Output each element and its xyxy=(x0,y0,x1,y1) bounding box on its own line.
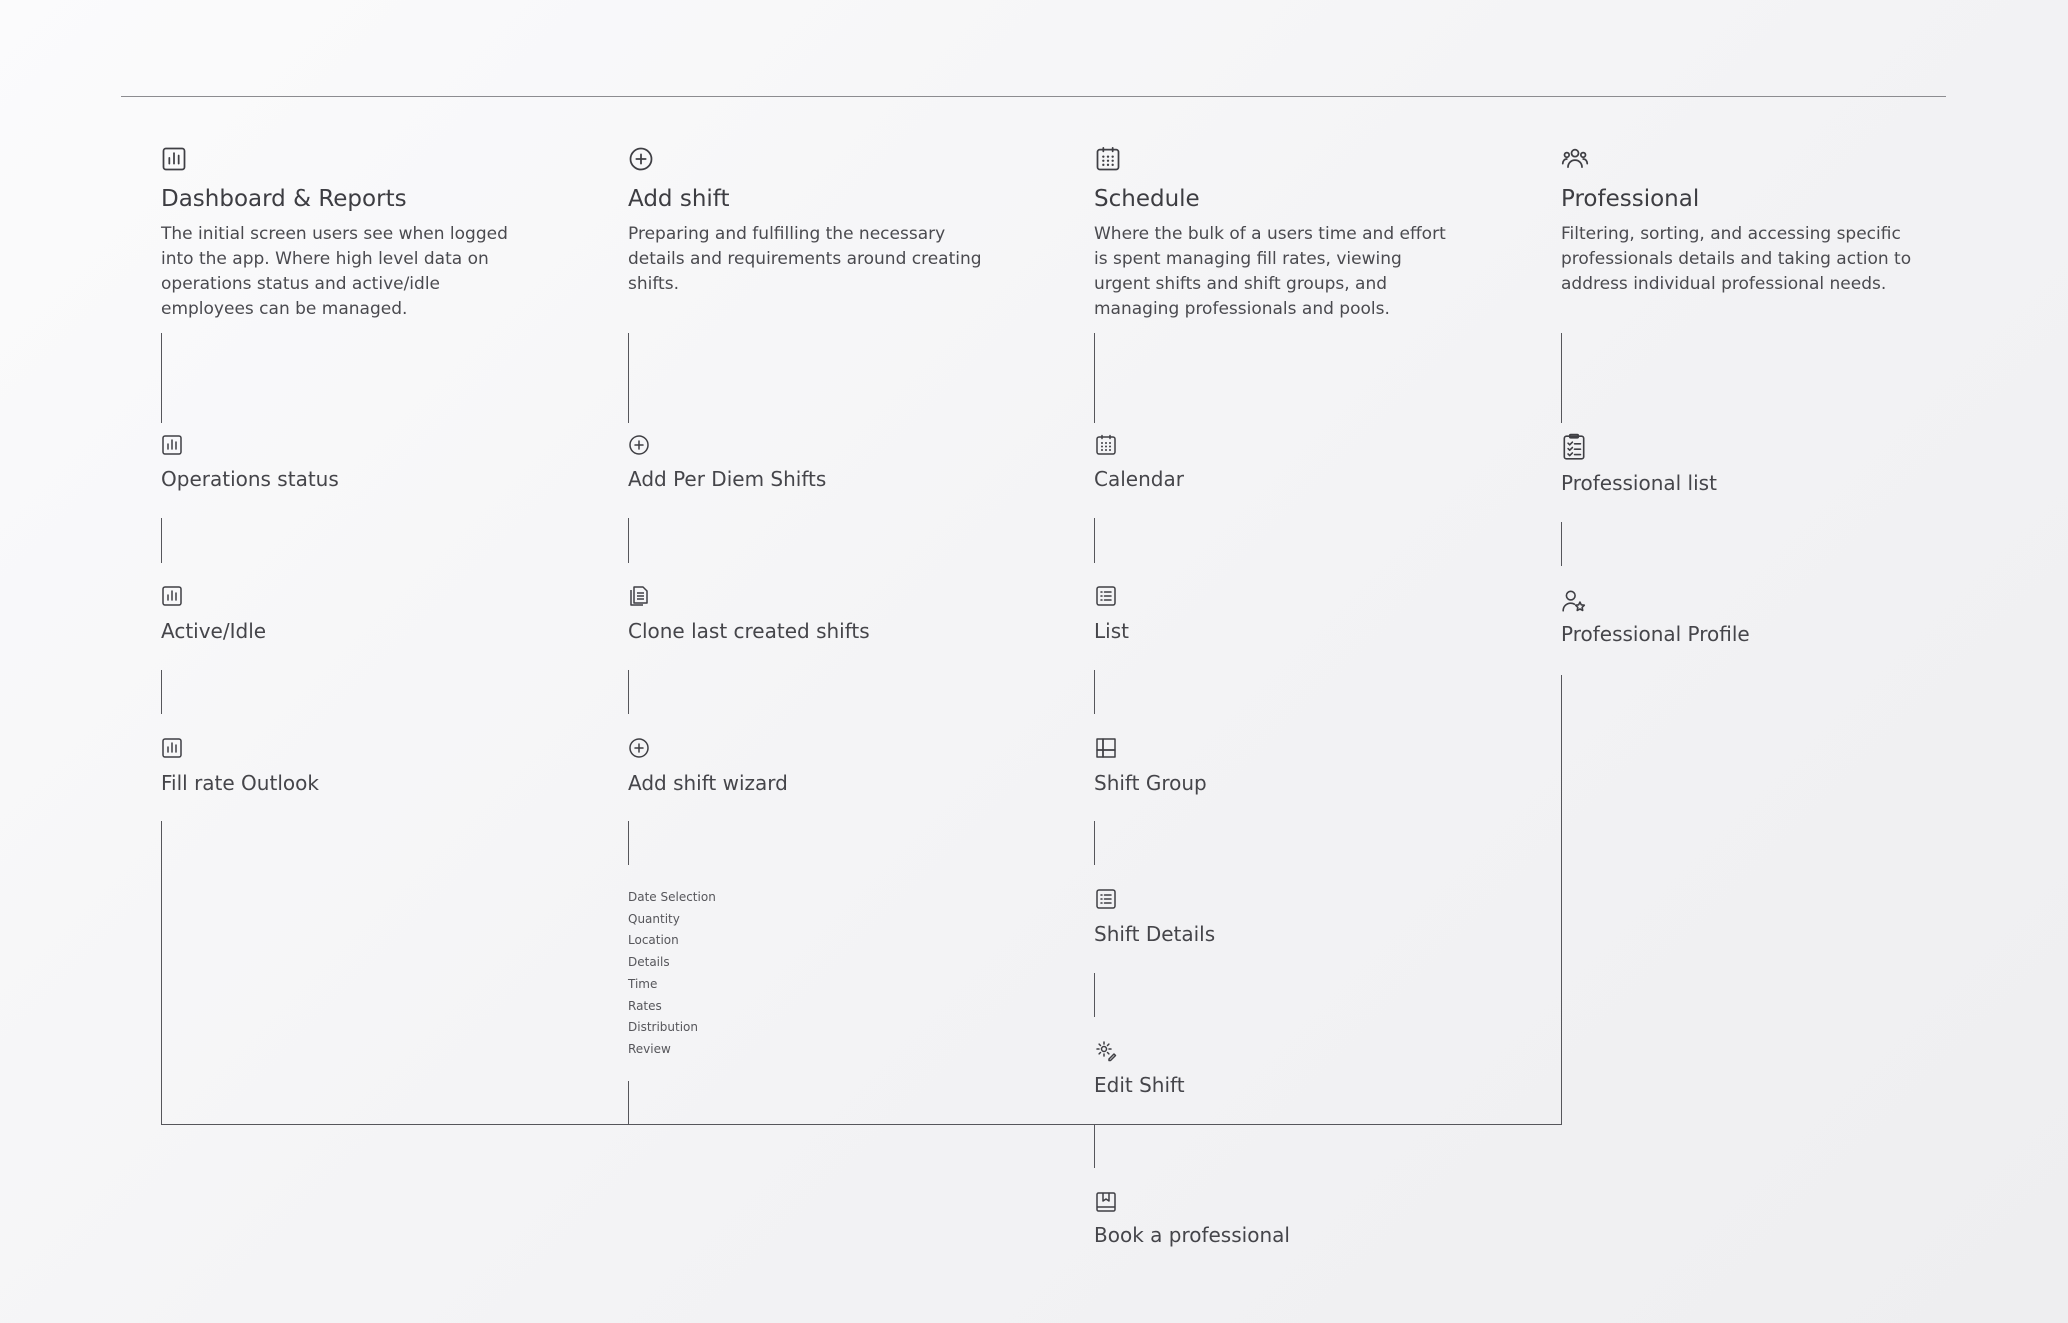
wizard-step: Details xyxy=(628,955,670,970)
gear-edit-icon xyxy=(1094,1039,1118,1063)
section-description-schedule: Where the bulk of a users time and effort is spent managing fill rates, viewing urgent shifts and shift groups, and managing professionals and pools. xyxy=(1094,224,1446,319)
section-description-add-shift: Preparing and fulfilling the necessary details and requirements around creating shifts. xyxy=(628,224,982,294)
wizard-step: Distribution xyxy=(628,1020,699,1035)
connector-line xyxy=(1094,821,1095,865)
connector-line xyxy=(1094,670,1095,714)
node-add-per-diem-shifts[interactable]: Add Per Diem Shifts xyxy=(628,467,827,491)
wizard-step: Quantity xyxy=(628,911,680,926)
list-icon xyxy=(1094,887,1118,911)
user-star-icon xyxy=(1561,588,1587,614)
connector-line xyxy=(628,670,629,714)
node-professional-profile[interactable]: Professional Profile xyxy=(1561,622,1750,646)
connector-line xyxy=(161,821,162,1124)
wizard-steps-list xyxy=(628,887,716,1061)
section-title-schedule: Schedule xyxy=(1094,186,1200,212)
connector-line xyxy=(628,821,629,865)
connector-line xyxy=(1094,973,1095,1017)
connector-line xyxy=(628,1081,629,1124)
connector-line xyxy=(1094,518,1095,563)
list-icon xyxy=(1094,584,1118,608)
plus-circle-icon xyxy=(627,145,655,173)
connector-line xyxy=(161,670,162,714)
merge-connector xyxy=(161,1124,1562,1125)
connector-line xyxy=(1561,333,1562,423)
node-book-a-professional[interactable]: Book a professional xyxy=(1094,1223,1290,1247)
node-active-idle[interactable]: Active/Idle xyxy=(161,619,267,643)
top-divider xyxy=(121,96,1946,97)
calendar-icon xyxy=(1094,145,1122,173)
connector-line xyxy=(161,333,162,423)
node-add-shift-wizard[interactable]: Add shift wizard xyxy=(628,771,788,795)
wizard-step: Date Selection xyxy=(628,890,716,904)
section-description-dashboard: The initial screen users see when logged into the app. Where high level data on operations status and active/idle employees can be managed. xyxy=(161,224,508,319)
connector-line xyxy=(628,518,629,563)
node-clone-last-created-shifts[interactable]: Clone last created shifts xyxy=(628,619,870,643)
checklist-icon xyxy=(1561,433,1587,461)
bar-chart-icon xyxy=(160,433,184,457)
layout-icon xyxy=(1094,736,1118,760)
bar-chart-icon xyxy=(160,584,184,608)
book-icon xyxy=(1094,1190,1118,1214)
section-title-add-shift: Add shift xyxy=(628,186,730,212)
connector-line xyxy=(1094,333,1095,423)
copy-icon xyxy=(627,584,651,608)
connector-line xyxy=(1561,522,1562,566)
wizard-step: Time xyxy=(628,976,658,991)
wizard-step: Rates xyxy=(628,998,662,1013)
wizard-step: Review xyxy=(628,1041,671,1056)
node-edit-shift[interactable]: Edit Shift xyxy=(1094,1073,1185,1097)
bar-chart-icon xyxy=(160,145,188,173)
node-professional-list[interactable]: Professional list xyxy=(1561,471,1717,495)
connector-line xyxy=(161,518,162,563)
users-icon xyxy=(1561,145,1589,173)
plus-circle-icon xyxy=(627,433,651,457)
connector-line xyxy=(1561,675,1562,1124)
section-description-professional: Filtering, sorting, and accessing specific professionals details and taking action to address individual professional needs. xyxy=(1561,224,1912,294)
calendar-icon xyxy=(1094,433,1118,457)
connector-line xyxy=(1094,1124,1095,1168)
node-operations-status[interactable]: Operations status xyxy=(161,467,339,491)
node-list[interactable]: List xyxy=(1094,619,1129,643)
node-fill-rate-outlook[interactable]: Fill rate Outlook xyxy=(161,771,319,795)
section-title-professional: Professional xyxy=(1561,186,1700,212)
node-calendar[interactable]: Calendar xyxy=(1094,467,1184,491)
bar-chart-icon xyxy=(160,736,184,760)
wizard-step: Location xyxy=(628,933,679,948)
section-title-dashboard: Dashboard & Reports xyxy=(161,186,407,212)
node-shift-details[interactable]: Shift Details xyxy=(1094,922,1216,946)
connector-line xyxy=(628,333,629,423)
plus-circle-icon xyxy=(627,736,651,760)
node-shift-group[interactable]: Shift Group xyxy=(1094,771,1207,795)
